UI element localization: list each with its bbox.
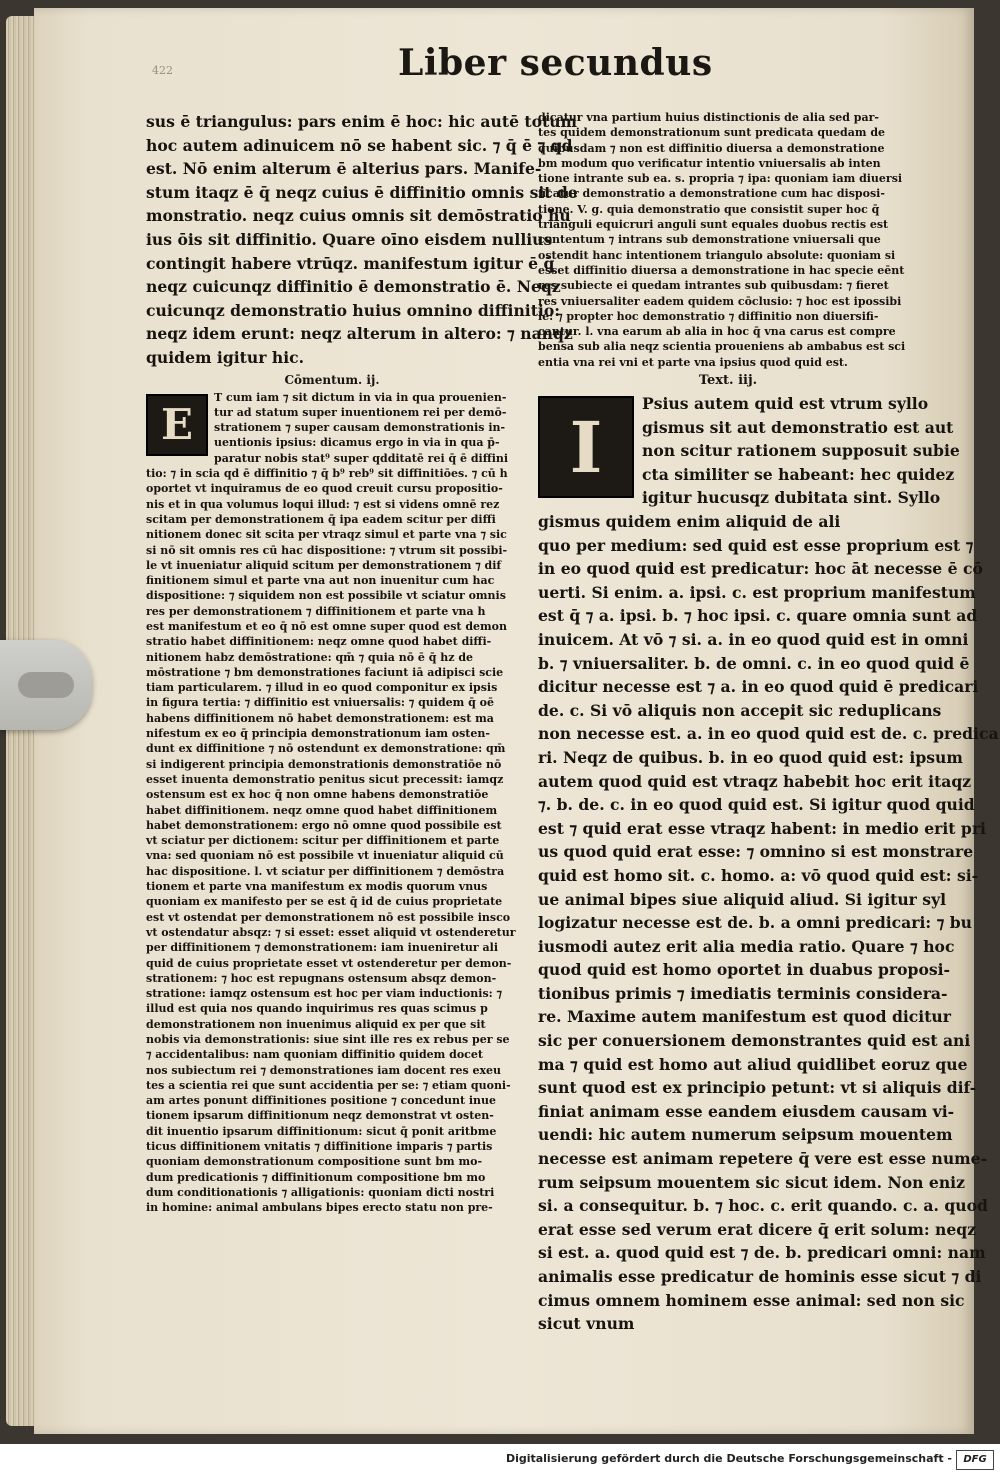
right-text-line: ri. Neqz de quibus. b. in eo quod quid est: ipsum	[538, 747, 963, 767]
left-commentary-line: oportet vt inquiramus de eo quod creuit cursu propositio-	[146, 482, 503, 496]
funding-credit: Digitalisierung gefördert durch die Deutsche Forschungsgemeinschaft -	[505, 1452, 952, 1465]
left-commentary-line: nifestum ex eo q̄ principia demonstrationum iam osten-	[146, 727, 490, 741]
right-text-line: rum seipsum mouentem sic sicut idem. Non eniz	[538, 1172, 965, 1192]
left-commentary-line: in homine: animal ambulans bipes erecto statu non pre-	[146, 1201, 493, 1215]
left-commentary-line: dit inuentio ipsarum diffinitionum: sicut q̄ ponit aritbme	[146, 1124, 497, 1138]
right-text-line: uendi: hic autem numerum seipsum mouentem	[538, 1125, 953, 1145]
right-commentary-line: trianguli equicruri anguli sunt equales duobus rectis est	[538, 218, 889, 232]
left-commentary-line: nitionem habz demōstratione: qm̄ ⁊ quia nō ē q̄ hz de	[146, 650, 474, 664]
right-commentary-line: tione. V. g. quia demonstratio que consistit super hoc q̄	[538, 202, 880, 216]
left-text-line: contingit habere vtrūqz. manifestum igitur ē q̄	[146, 253, 555, 273]
right-text-line: tionibus primis ⁊ imediatis terminis considera-	[538, 983, 948, 1003]
left-text-line: hoc autem adinuicem nō se habent sic. ⁊ q̄ ē ⁊ qd	[146, 135, 573, 155]
right-text-line: cimus omnem hominem esse animal: sed non sic	[538, 1290, 965, 1310]
textus-heading: Text. iij.	[698, 373, 758, 389]
right-text-line: quod quid est homo oportet in duabus proposi-	[538, 960, 951, 980]
right-text-line: non necesse est. a. in eo quod quid est de. c. predica	[538, 724, 999, 744]
left-commentary-line: nobis via demonstrationis: siue sint ille res ex rebus per se	[146, 1033, 510, 1046]
right-text-line: cta similiter se habeant: hec quidez	[642, 464, 955, 484]
left-commentary-line: tionem et parte vna manifestum ex modis quorum vnus	[146, 880, 488, 894]
right-commentary-line: tione intrante sub ea. s. propria ⁊ ipa: quoniam iam diuersi	[538, 172, 903, 186]
right-commentary-line: ficatur demonstratio a demonstratione cum hac disposi-	[538, 187, 885, 201]
left-commentary-line: demonstrationem non inuenimus aliquid ex per que sit	[146, 1017, 486, 1031]
right-text-line: si. a consequitur. b. ⁊ hoc. c. erit quando. c. a. quod	[538, 1196, 988, 1216]
left-text-line: ius ōis sit diffinitio. Quare oīno eisdem nullius	[146, 229, 553, 249]
left-commentary-line: am artes ponunt diffinitiones positione ⁊ concedunt inue	[146, 1094, 497, 1108]
left-commentary-line: per diffinitionem ⁊ demonstrationem: iam inueniretur ali	[146, 941, 499, 955]
decorated-initial-e: E	[146, 394, 208, 456]
right-text-line: sic per conuersionem demonstrantes quid est ani	[538, 1031, 971, 1051]
right-text-line: uerti. Si enim. a. ipsi. c. est proprium manifestum	[538, 582, 976, 602]
right-text-line: logizatur necesse est de. b. a omni predicari: ⁊ bu	[538, 913, 972, 933]
left-commentary-line: si indigerent principia demonstrationis demonstratiōe nō	[146, 757, 502, 771]
clasp-hole	[18, 672, 74, 698]
left-commentary-line: nis et in qua volumus loqui illud: ⁊ est si videns omnē rez	[146, 497, 500, 511]
left-commentary-line: ticus diffinitionem vnitatis ⁊ diffinitione imparis ⁊ partis	[146, 1140, 493, 1154]
right-text-line: inuicem. At vō ⁊ si. a. in eo quod quid est in omni	[538, 629, 969, 649]
left-text-line: sus ē triangulus: pars enim ē hoc: hic autē totum	[146, 112, 578, 131]
right-text-line: dicitur necesse est ⁊ a. in eo quod quid ē predicari	[538, 677, 979, 697]
left-commentary-line: vt ostendatur absqz: ⁊ si esset: esset aliquid vt ostenderetur	[146, 925, 516, 939]
right-text-line: sicut vnum	[538, 1314, 635, 1334]
right-commentary-line: ostendit hanc intentionem triangulo absolute: quoniam si	[538, 248, 896, 262]
left-text-line: cuicunqz demonstratio huius omnino diffinitio:	[146, 300, 561, 320]
right-text-line: ma ⁊ quid est homo aut aliud quidlibet eoruz que	[538, 1054, 968, 1074]
right-text-line: erat esse sed verum erat dicere q̄ erit solum: neqz	[538, 1219, 977, 1239]
left-commentary-line: tio: ⁊ in scia qd ē diffinitio ⁊ q̄ b⁹ reb⁹ sit diffinitiōes. ⁊ cū h	[146, 467, 508, 481]
footer-bar	[0, 1444, 1000, 1474]
right-text-line: quid est homo sit. c. homo. a: vō quod quid est: si-	[538, 865, 979, 885]
right-text-line: Psius autem quid est vtrum syllo	[642, 394, 929, 414]
right-text-line: de. c. Si vō aliquis non accepit sic reduplicans	[538, 700, 942, 720]
left-commentary-line: illud est quia nos quando inquirimus res quas scimus p	[146, 1002, 488, 1016]
left-commentary-line: nos subiectum rei ⁊ demonstrationes iam docent res exeu	[146, 1063, 502, 1077]
right-text-line: autem quod quid est vtraqz habebit hoc erit itaqz	[538, 771, 972, 791]
page-number: 422	[152, 64, 173, 77]
right-commentary-line: cantur. l. vna earum ab alia in hoc q̄ vna carus est compre	[538, 325, 896, 339]
left-commentary-line: mōstratione ⁊ bm demonstrationes faciunt iā adipisci scie	[146, 665, 504, 679]
left-commentary-line: habet demonstrationem: ergo nō omne quod possibile est	[146, 818, 502, 832]
left-commentary-line: dunt ex diffinitione ⁊ nō ostendunt ex demonstratione: qm̄	[146, 742, 506, 756]
left-commentary-line: habens diffinitionem nō habet demonstrationem: est ma	[146, 711, 494, 725]
right-text-line: necesse est animam repetere q̄ vere est esse nume-	[538, 1149, 988, 1169]
left-commentary-line: scitam per demonstrationem q̄ ipa eadem scitur per diffi	[146, 512, 496, 526]
right-commentary-line: le: ⁊ propter hoc demonstratio ⁊ diffinitio non diuersifi-	[538, 309, 879, 323]
left-commentary-line: paratur nobis stat⁹ super qdditatē rei q̄ ē diffini	[214, 451, 509, 465]
left-text-line: est. Nō enim alterum ē alterius pars. Manife-	[146, 159, 542, 179]
right-commentary-line: esset diffinitio diuersa a demonstratione in hac specie eēnt	[538, 263, 905, 277]
right-commentary-line: quibusdam ⁊ non est diffinitio diuersa a demonstratione	[538, 141, 885, 155]
left-commentary-line: dum predicationis ⁊ diffinitionum compositione bm mo	[146, 1170, 486, 1184]
left-commentary-line: quid de cuius proprietate esset vt ostenderetur per demon-	[146, 956, 512, 970]
left-commentary-line: dispositione: ⁊ siquidem non est possibile vt sciatur omnis	[146, 589, 506, 603]
right-commentary-line: contentum ⁊ intrans sub demonstratione vniuersali que	[538, 233, 881, 247]
left-commentary-line: stratio habet diffinitionem: neqz omne quod habet diffi-	[146, 635, 492, 649]
right-text-line: iusmodi autez erit alia media ratio. Quare ⁊ hoc	[538, 936, 955, 956]
decorated-initial-i: I	[538, 396, 634, 498]
left-commentary-line: habet diffinitionem. neqz omne quod habet diffinitionem	[146, 803, 498, 817]
left-commentary-line: ⁊ accidentalibus: nam quoniam diffinitio quidem docet	[146, 1048, 483, 1062]
right-commentary-line: bensa sub alia neqz scientia proueniens ab ambabus est sci	[538, 340, 906, 354]
right-text-line: in eo quod quid est predicatur: hoc āt necesse ē cō	[538, 559, 983, 579]
right-text-line: gismus quidem enim aliquid de ali	[538, 512, 841, 532]
left-commentary-line: res per demonstrationem ⁊ diffinitionem et parte vna h	[146, 604, 486, 618]
right-column	[538, 110, 999, 1336]
left-commentary	[146, 390, 518, 1216]
right-commentary-line: res vniuersaliter eadem quidem cōclusio: ⁊ hoc est ipossibi	[538, 294, 902, 308]
left-commentary-line: T cum iam ⁊ sit dictum in via in qua prouenien-	[214, 390, 507, 404]
left-commentary-line: esset inuenta demonstratio penitus sicut precessit: iamqz	[146, 772, 504, 786]
left-main-text	[146, 110, 578, 370]
right-text-line: sunt quod est ex principio petunt: vt si aliquis dif-	[538, 1078, 977, 1098]
left-commentary-line: vt sciatur per dictionem: scitur per diffinitionem et parte	[146, 834, 500, 848]
left-commentary-line: dum conditionationis ⁊ alligationis: quoniam dicti nostri	[146, 1185, 495, 1199]
right-text-line: est ⁊ quid erat esse vtraqz habent: in medio erit pri	[538, 818, 986, 838]
left-text-line: quidem igitur hic.	[146, 347, 305, 367]
left-commentary-line: stratione: iamqz ostensum est hoc per viam inductionis: ⁊	[146, 987, 502, 1001]
right-text-line: b. ⁊ vniuersaliter. b. de omni. c. in eo quod quid ē	[538, 653, 970, 673]
left-commentary-line: est manifestum et eo q̄ nō est omne super quod est demon	[146, 619, 507, 633]
left-commentary-line: ostensum est ex hoc q̄ non omne habens demonstratiōe	[146, 788, 489, 802]
left-commentary-line: uentionis ipsius: dicamus ergo in via in qua p̄-	[214, 436, 500, 450]
right-text-line: quo per medium: sed quid est esse proprium est ⁊	[538, 535, 974, 555]
right-text-line: animalis esse predicatur de hominis esse sicut ⁊ di	[538, 1267, 982, 1287]
left-commentary-line: tes a scientia rei que sunt accidentia per se: ⁊ etiam quoni-	[146, 1078, 511, 1092]
right-commentary	[538, 110, 918, 370]
left-text-line: neqz cuicunqz diffinitio ē demonstratio ē. Neqz	[146, 277, 561, 297]
left-commentary-line: in figura tertia: ⁊ diffinitio est vniuersalis: ⁊ quidem q̄ oē	[146, 696, 494, 710]
left-commentary-line: strationem ⁊ super causam demonstrationis in-	[214, 421, 506, 435]
right-commentary-line: bm modum quo verificatur intentio vniuersalis ab inten	[538, 156, 881, 170]
left-commentary-line: hac dispositione. l. vt sciatur per diffinitionem ⁊ demōstra	[146, 864, 505, 878]
left-commentary-line: strationem: ⁊ hoc est repugnans ostensum absqz demon-	[146, 971, 497, 985]
right-text-line: ⁊. b. de. c. in eo quod quid est. Si igitur quod quid	[538, 795, 975, 815]
left-commentary-line: quoniam demonstrationum compositione sunt bm mo-	[146, 1155, 483, 1169]
left-commentary-line: tiam particularem. ⁊ illud in eo quod componitur ex ipsis	[146, 681, 498, 695]
left-commentary-line: est vt ostendat per demonstrationem nō est possibile insco	[146, 910, 511, 924]
left-commentary-line: si nō sit omnis res cū hac dispositione: ⁊ vtrum sit possibi-	[146, 543, 508, 557]
left-column	[146, 110, 578, 1216]
right-text-line: re. Maxime autem manifestum est quod dicitur	[538, 1007, 951, 1027]
left-commentary-line: quoniam ex manifesto per se est q̄ id de cuius proprietate	[146, 895, 503, 909]
right-text-line: finiat animam esse eandem eiusdem causam vi-	[538, 1101, 955, 1121]
right-text-line: ue animal bipes siue aliquid aliud. Si igitur syl	[538, 889, 947, 909]
right-text-line: si est. a. quod quid est ⁊ de. b. predicari omni: nam	[538, 1243, 986, 1263]
right-commentary-line: dicatur vna partium huius distinctionis de alia sed par-	[538, 111, 879, 124]
left-text-line: stum itaqz ē q̄ neqz cuius ē diffinitio omnis sit de	[146, 182, 578, 202]
left-text-line: monstratio. neqz cuius omnis sit demōstratio hu	[146, 206, 571, 226]
right-main-text	[538, 392, 999, 1336]
left-commentary-line: finitionem simul et parte vna aut non inuenitur cum hac	[146, 574, 495, 588]
right-commentary-line: tes quidem demonstrationum sunt predicata quedam de	[538, 126, 886, 140]
right-text-line: est q̄ ⁊ a. ipsi. b. ⁊ hoc ipsi. c. quare omnia sunt ad	[538, 606, 978, 626]
right-text-line: us quod quid erat esse: ⁊ omnino si est monstrare	[538, 842, 974, 862]
left-commentary-line: vna: sed quoniam nō est possibile vt inueniatur aliquid cū	[146, 849, 504, 863]
commentum-heading: Cōmentum. ij.	[284, 372, 380, 387]
dfg-logo: DFG	[956, 1450, 994, 1470]
running-head: Liber secundus	[398, 42, 713, 84]
left-commentary-line: tur ad statum super inuentionem rei per demō-	[214, 405, 507, 419]
right-text-line: gismus sit aut demonstratio est aut	[642, 417, 954, 437]
left-commentary-line: nitionem donec sit scita per vtraqz simul et parte vna ⁊ sic	[146, 528, 507, 542]
right-commentary-line: res subiecte ei quedam intrantes sub quibusdam: ⁊ fieret	[538, 279, 889, 293]
left-text-line: neqz idem erunt: neqz alterum in altero: ⁊ nanqz	[146, 324, 573, 344]
right-commentary-line: entia vna rei vni et parte vna ipsius quod quid est.	[538, 355, 848, 369]
left-commentary-line: le vt inueniatur aliquid scitum per demonstrationem ⁊ dif	[146, 558, 502, 572]
right-text-line: igitur hucusqz dubitata sint. Syllo	[642, 488, 941, 508]
right-text-line: non scitur rationem supposuit subie	[642, 441, 960, 461]
left-commentary-line: tionem ipsarum diffinitionum neqz demonstrat vt osten-	[146, 1109, 494, 1123]
